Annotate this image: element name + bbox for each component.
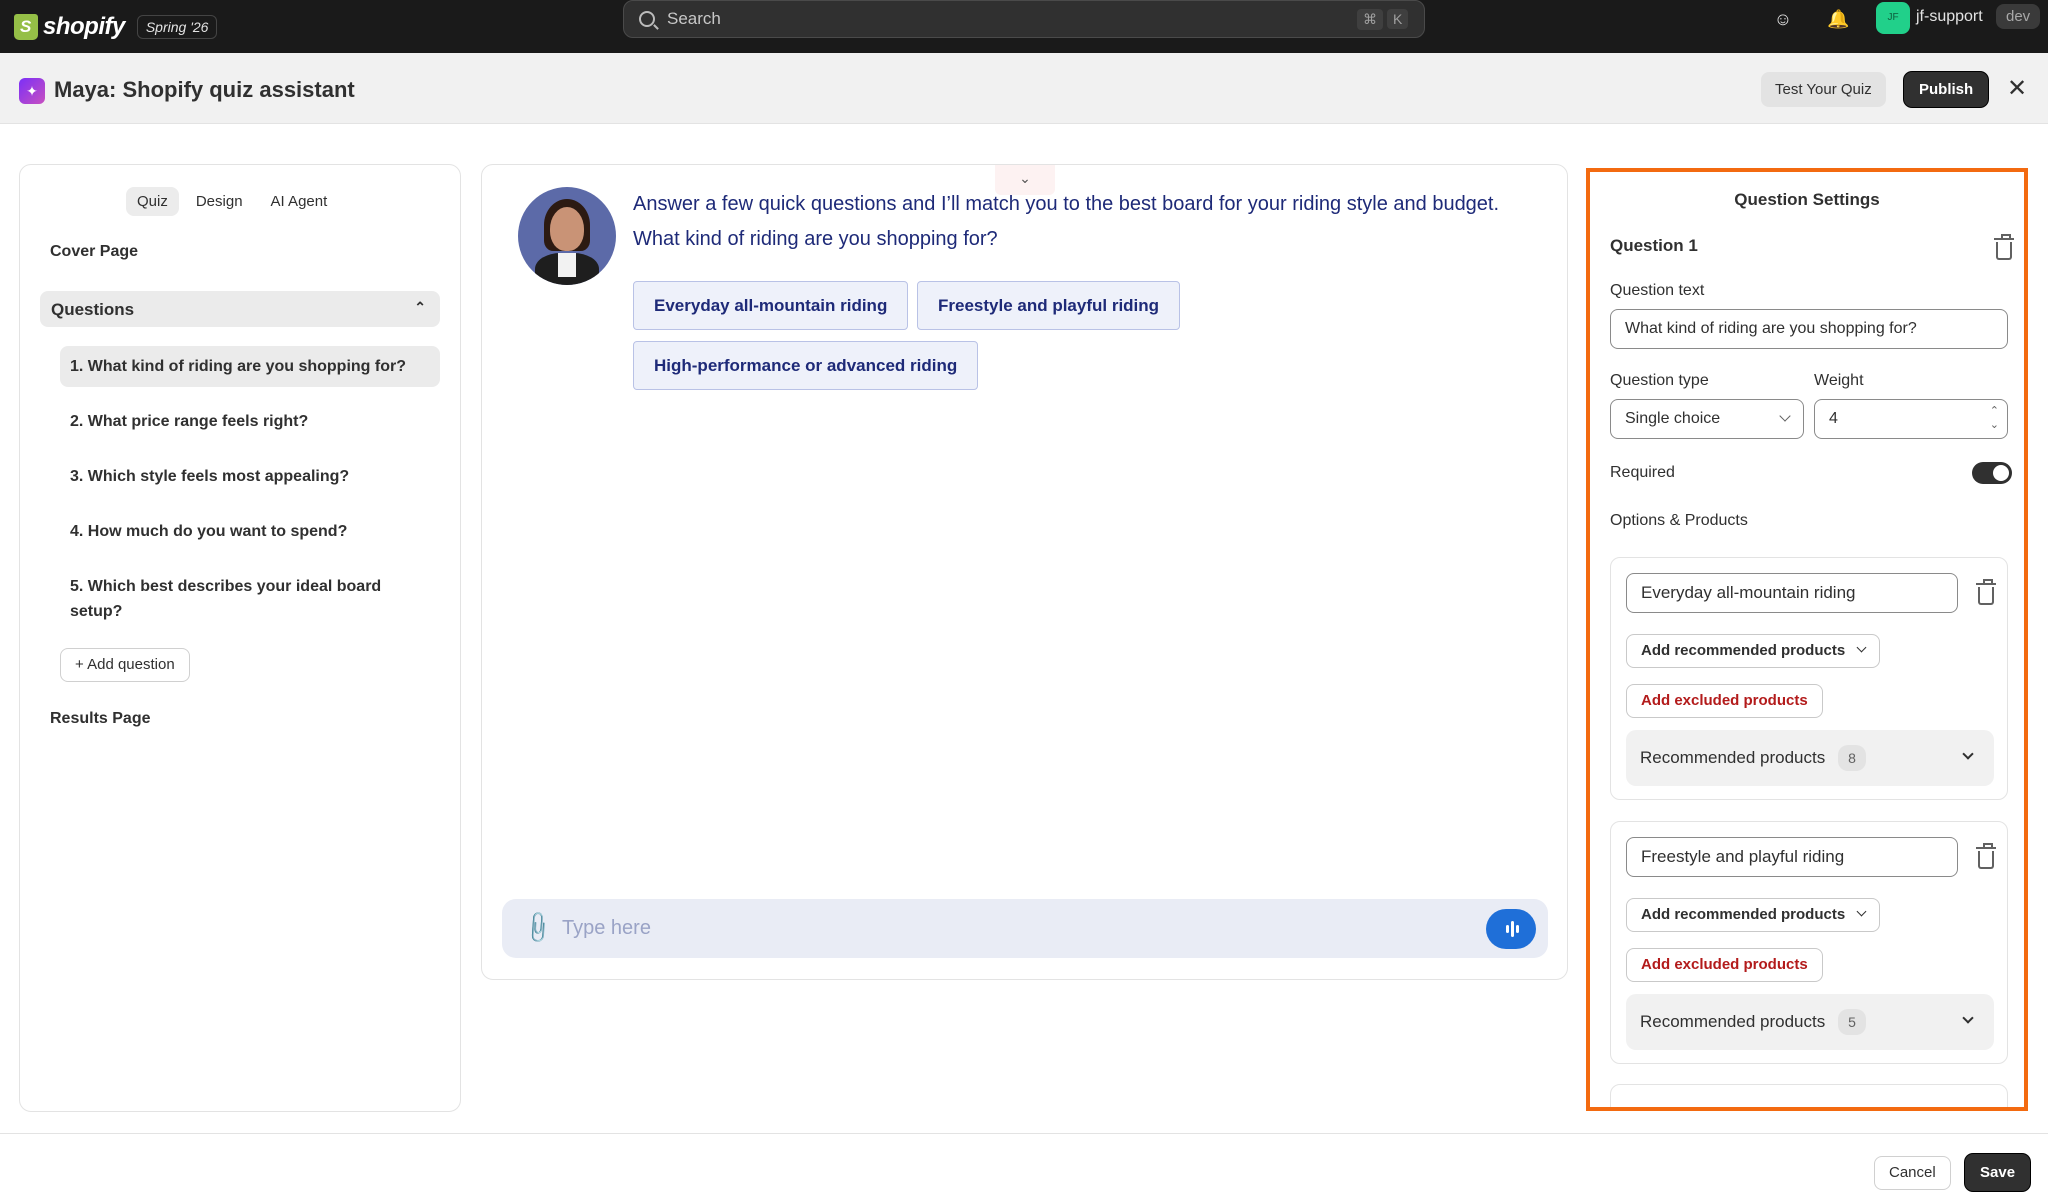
question-type-value: Single choice (1625, 410, 1721, 427)
answer-option-2[interactable]: Freestyle and playful riding (917, 281, 1180, 330)
voice-bar-icon (1511, 921, 1514, 937)
weight-input[interactable] (1814, 399, 2008, 439)
test-quiz-button[interactable]: Test Your Quiz (1761, 72, 1886, 107)
number-spinner-icon[interactable]: ⌃ ⌄ (1989, 405, 1999, 431)
page-title: Maya: Shopify quiz assistant (54, 77, 355, 102)
search-placeholder: Search (667, 9, 721, 28)
tab-design[interactable]: Design (195, 193, 243, 210)
user-avatar[interactable]: JF (1876, 2, 1910, 34)
sidekick-icon[interactable]: ☺ (1773, 9, 1793, 29)
option-name-input[interactable]: Everyday all-mountain riding (1626, 573, 1958, 613)
answer-option-1[interactable]: Everyday all-mountain riding (633, 281, 908, 330)
search-icon (639, 11, 655, 27)
chevron-down-icon (1857, 907, 1867, 917)
recommended-products-accordion[interactable] (1626, 994, 1994, 1050)
assistant-message: Answer a few quick questions and I’ll match you to the best board for your riding style and budget. What kind of riding are you shopping for? (633, 193, 1500, 250)
footer-bar (0, 1133, 2048, 1198)
shopify-logo[interactable] (14, 13, 125, 41)
chevron-down-icon[interactable]: ⌄ (995, 165, 1055, 195)
app-header (0, 53, 2048, 124)
chevron-down-icon (1962, 748, 1973, 759)
weight-value: 4 (1829, 410, 1838, 427)
notification-bell-icon[interactable]: 🔔 (1827, 9, 1850, 29)
close-icon[interactable]: ✕ (2006, 75, 2028, 102)
required-label: Required (1610, 464, 1675, 481)
question-text-input[interactable]: What kind of riding are you shopping for? (1610, 309, 2008, 349)
required-toggle[interactable] (1972, 462, 2012, 484)
option-card (1610, 821, 2008, 1064)
search-bar[interactable] (623, 0, 1425, 38)
question-item-1[interactable]: 1. What kind of riding are you shopping for? (60, 346, 440, 387)
options-products-label: Options & Products (1610, 512, 1748, 529)
questions-section-header[interactable] (40, 291, 440, 327)
recommended-products-label: Recommended products (1640, 748, 1826, 767)
voice-bar-icon (1506, 925, 1509, 933)
chevron-up-icon: ⌃ (414, 299, 426, 315)
shortcut-cmd-key: ⌘ (1357, 9, 1383, 30)
option-card (1610, 557, 2008, 800)
user-name[interactable]: jf-support (1916, 8, 1983, 25)
add-recommended-label: Add recommended products (1641, 906, 1846, 923)
cover-page-link[interactable]: Cover Page (50, 243, 139, 260)
tab-ai-agent[interactable]: AI Agent (270, 193, 328, 210)
top-bar (0, 0, 2048, 53)
plus-icon: + (75, 656, 88, 673)
question-item-4[interactable]: 4. How much do you want to spend? (70, 523, 348, 540)
delete-option-icon[interactable] (1978, 851, 1994, 869)
settings-title: Question Settings (1734, 190, 1880, 209)
add-excluded-products-button[interactable]: Add excluded products (1626, 948, 1823, 982)
app-logo-icon: ✦ (19, 78, 45, 104)
add-recommended-products-button[interactable] (1626, 898, 1880, 932)
recommended-count-badge: 8 (1838, 745, 1866, 771)
chevron-down-icon (1779, 410, 1790, 421)
chat-preview-panel (481, 164, 1568, 980)
avatar-face (550, 207, 584, 251)
save-button[interactable]: Save (1965, 1154, 2030, 1191)
chat-input-placeholder: Type here (562, 917, 651, 939)
voice-input-button[interactable] (1486, 909, 1536, 949)
attachment-icon[interactable]: 📎 (519, 909, 557, 947)
chevron-down-icon (1962, 1012, 1973, 1023)
chat-input[interactable] (502, 899, 1548, 958)
panel-tabs (126, 187, 338, 216)
option-card (1610, 1084, 2008, 1111)
answer-option-3[interactable]: High-performance or advanced riding (633, 341, 978, 390)
env-badge: dev (1996, 4, 2040, 29)
cancel-button[interactable]: Cancel (1874, 1156, 1951, 1190)
question-type-select[interactable] (1610, 399, 1804, 439)
add-recommended-products-button[interactable] (1626, 634, 1880, 668)
results-page-link[interactable]: Results Page (50, 710, 151, 727)
shortcut-k-key: K (1387, 9, 1408, 29)
quiz-navigation-panel (19, 164, 461, 1112)
voice-bar-icon (1516, 925, 1519, 933)
weight-label: Weight (1814, 372, 1864, 389)
question-number-label: Question 1 (1610, 236, 1698, 255)
tab-quiz[interactable]: Quiz (126, 187, 179, 216)
add-question-button[interactable] (60, 648, 190, 682)
publish-button[interactable]: Publish (1904, 72, 1988, 107)
version-badge: Spring '26 (137, 15, 218, 39)
questions-label: Questions (51, 300, 135, 319)
add-recommended-label: Add recommended products (1641, 642, 1846, 659)
brand-name: shopify (43, 12, 125, 40)
question-type-label: Question type (1610, 372, 1709, 389)
question-item-5[interactable]: 5. Which best describes your ideal board setup? (70, 578, 382, 620)
assistant-avatar (518, 187, 616, 285)
delete-option-icon[interactable] (1978, 587, 1994, 605)
delete-question-icon[interactable] (1996, 242, 2012, 260)
avatar-collar (558, 253, 576, 277)
add-question-label: Add question (87, 656, 175, 673)
chevron-down-icon (1857, 643, 1867, 653)
question-item-2[interactable]: 2. What price range feels right? (70, 413, 309, 430)
question-item-3[interactable]: 3. Which style feels most appealing? (70, 468, 350, 485)
shopify-bag-icon (14, 14, 38, 40)
question-settings-panel (1586, 168, 2028, 1111)
question-text-label: Question text (1610, 282, 1705, 299)
option-name-input[interactable]: Freestyle and playful riding (1626, 837, 1958, 877)
recommended-products-accordion[interactable] (1626, 730, 1994, 786)
add-excluded-products-button[interactable]: Add excluded products (1626, 684, 1823, 718)
recommended-products-label: Recommended products (1640, 1012, 1826, 1031)
recommended-count-badge: 5 (1838, 1009, 1866, 1035)
